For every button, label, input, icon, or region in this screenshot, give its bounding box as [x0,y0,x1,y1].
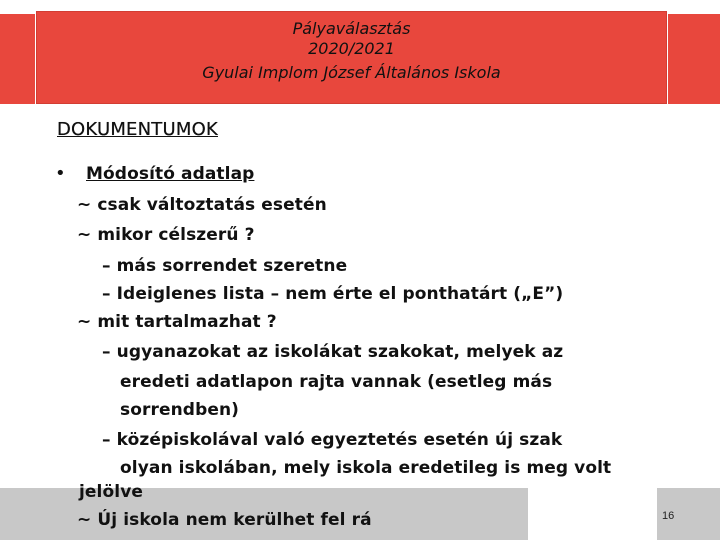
slide-header [36,11,667,104]
list-item: – középiskolával való egyeztetés esetén új szak [102,430,563,450]
list-item-continuation: olyan iskolában, mely iskola eredetileg is meg volt [120,458,612,478]
list-item: ~ Új iskola nem kerülhet fel rá [77,510,372,530]
page-number: 16 [662,510,675,522]
list-item: – Ideiglenes lista – nem érte el ponthatárt („E”) [102,284,564,304]
section-title: DOKUMENTUMOK [57,119,218,140]
list-item: ~ csak változtatás esetén [77,195,327,215]
list-item-continuation: eredeti adatlapon rajta vannak (esetleg más [120,372,553,392]
header-school-name: Gyulai Implom József Általános Iskola [202,63,501,82]
footer-band-left [0,488,58,540]
list-item: ~ mit tartalmazhat ? [77,312,277,332]
bullet-icon: • [55,163,66,184]
header-title: Pályaválasztás [292,19,411,38]
header-accent-left [0,14,35,104]
header-school-year: 2020/2021 [308,39,395,58]
list-item: – más sorrendet szeretne [102,256,348,276]
list-item-continuation: sorrendben) [120,400,240,420]
header-accent-right [668,14,720,104]
bullet-heading: Módosító adatlap [86,164,255,184]
list-item: – ugyanazokat az iskolákat szakokat, melyek az [102,342,564,362]
list-item-continuation: jelölve [79,482,144,502]
list-item: ~ mikor célszerű ? [77,225,255,245]
